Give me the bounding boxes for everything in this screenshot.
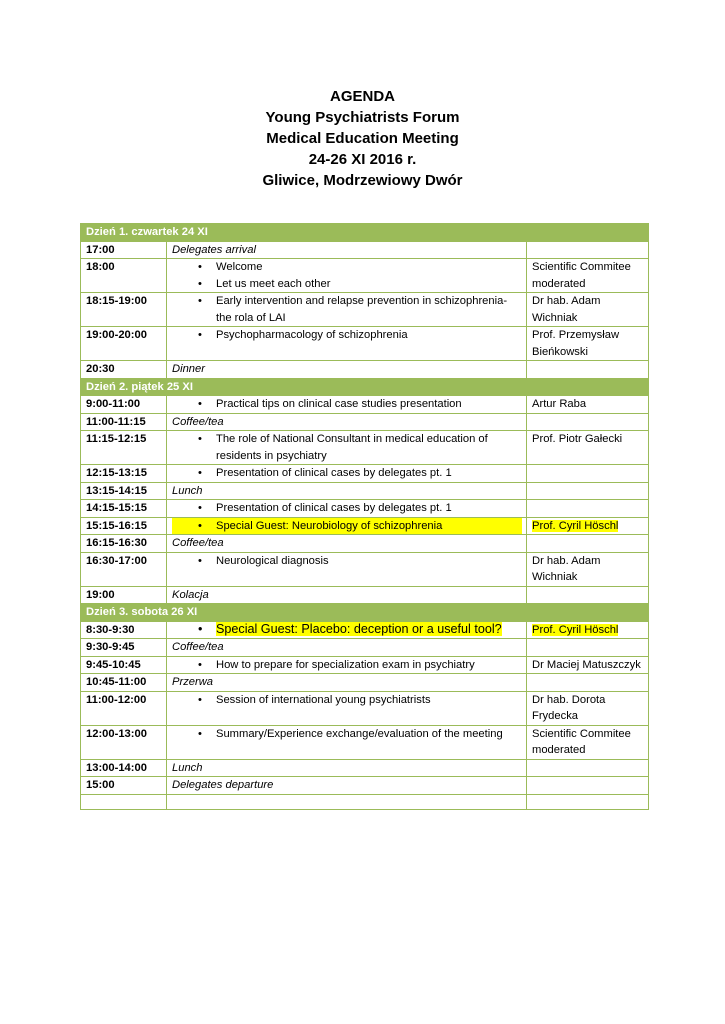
- speaker-cell: [527, 517, 649, 535]
- table-row: [81, 431, 649, 465]
- activity-cell: [167, 396, 527, 414]
- speaker-cell: [527, 413, 649, 431]
- speaker-cell: Dr hab. Adam Wichniak: [527, 552, 649, 586]
- speaker-cell: Artur Raba: [527, 396, 649, 414]
- activity-cell: [167, 327, 527, 361]
- table-row: [81, 517, 649, 535]
- list-item: • Early intervention and relapse prevention in schizophrenia-the rola of LAI: [172, 293, 522, 326]
- speaker-cell: Prof. Piotr Gałecki: [527, 431, 649, 465]
- day-title: Dzień 1. czwartek 24 XI: [81, 224, 649, 242]
- day-header: [81, 378, 649, 396]
- activity-cell: [167, 431, 527, 465]
- list-item: • Psychopharmacology of schizophrenia: [172, 327, 522, 344]
- activity-cell: [167, 500, 527, 518]
- table-row: [81, 413, 649, 431]
- day-header: [81, 224, 649, 242]
- list-item: • Let us meet each other: [172, 276, 522, 293]
- forum-name: Young Psychiatrists Forum: [265, 109, 460, 126]
- time-cell: 19:00: [81, 586, 167, 604]
- list-item: • The role of National Consultant in medical education of residents in psychiatry: [172, 431, 522, 464]
- time-cell: 15:00: [81, 777, 167, 795]
- table-row: [81, 725, 649, 759]
- table-row: [81, 327, 649, 361]
- speaker-cell: [527, 777, 649, 795]
- speaker-cell: [527, 482, 649, 500]
- time-cell: 16:15-16:30: [81, 535, 167, 553]
- time-cell: 9:45-10:45: [81, 656, 167, 674]
- list-item: • Summary/Experience exchange/evaluation of the meeting: [172, 726, 522, 743]
- activity-cell: [167, 259, 527, 293]
- empty-cell: [81, 794, 167, 809]
- speaker-cell: [527, 586, 649, 604]
- table-row: [81, 674, 649, 692]
- table-row: [81, 586, 649, 604]
- time-cell: 20:30: [81, 361, 167, 379]
- time-cell: 17:00: [81, 241, 167, 259]
- table-row: [81, 656, 649, 674]
- speaker-name: Prof. Cyril Höschl: [532, 519, 619, 532]
- table-row: [81, 259, 649, 293]
- speaker-cell: [527, 500, 649, 518]
- activity-cell: Coffee/tea: [167, 639, 527, 657]
- activity-cell: Coffee/tea: [167, 535, 527, 553]
- table-row: [81, 465, 649, 483]
- time-cell: 10:45-11:00: [81, 674, 167, 692]
- speaker-cell: Dr hab. Adam Wichniak: [527, 293, 649, 327]
- table-row: [81, 639, 649, 657]
- table-row: [81, 621, 649, 639]
- empty-cell: [167, 794, 527, 809]
- meeting-location: Gliwice, Modrzewiowy Dwór: [262, 172, 463, 189]
- speaker-cell: [527, 621, 649, 639]
- activity-cell: Kolacja: [167, 586, 527, 604]
- table-row: [81, 691, 649, 725]
- activity-cell: [167, 293, 527, 327]
- speaker-name: Prof. Cyril Höschl: [532, 623, 619, 636]
- agenda-table: [80, 223, 649, 810]
- speaker-cell: Dr Maciej Matuszczyk: [527, 656, 649, 674]
- special-guest-text: Special Guest: Placebo: deception or a useful tool?: [216, 621, 502, 636]
- day-title: Dzień 2. piątek 25 XI: [81, 378, 649, 396]
- day-header: [81, 604, 649, 622]
- list-item: • How to prepare for specialization exam in psychiatry: [172, 657, 522, 674]
- speaker-cell: Scientific Commitee moderated: [527, 725, 649, 759]
- table-row: [81, 777, 649, 795]
- speaker-cell: [527, 674, 649, 692]
- speaker-cell: [527, 639, 649, 657]
- speaker-cell: [527, 759, 649, 777]
- table-row: [81, 535, 649, 553]
- list-item: • Welcome: [172, 259, 522, 276]
- time-cell: 12:00-13:00: [81, 725, 167, 759]
- table-row: [81, 396, 649, 414]
- activity-cell: [167, 621, 527, 639]
- time-cell: 11:15-12:15: [81, 431, 167, 465]
- activity-cell: Coffee/tea: [167, 413, 527, 431]
- activity-cell: [167, 517, 527, 535]
- table-row: [81, 482, 649, 500]
- day-title: Dzień 3. sobota 26 XI: [81, 604, 649, 622]
- speaker-cell: Scientific Commitee moderated: [527, 259, 649, 293]
- activity-cell: Delegates departure: [167, 777, 527, 795]
- empty-cell: [527, 794, 649, 809]
- activity-cell: Delegates arrival: [167, 241, 527, 259]
- table-row: [81, 241, 649, 259]
- speaker-cell: [527, 465, 649, 483]
- list-item: • Presentation of clinical cases by delegates pt. 1: [172, 465, 522, 482]
- table-row: [81, 293, 649, 327]
- time-cell: 12:15-13:15: [81, 465, 167, 483]
- activity-cell: Dinner: [167, 361, 527, 379]
- time-cell: 8:30-9:30: [81, 621, 167, 639]
- activity-cell: [167, 552, 527, 586]
- time-cell: 13:00-14:00: [81, 759, 167, 777]
- speaker-cell: [527, 241, 649, 259]
- time-cell: 19:00-20:00: [81, 327, 167, 361]
- activity-cell: Przerwa: [167, 674, 527, 692]
- table-row: [81, 759, 649, 777]
- speaker-cell: [527, 361, 649, 379]
- agenda-title: AGENDA: [329, 88, 395, 105]
- speaker-cell: [527, 535, 649, 553]
- time-cell: 14:15-15:15: [81, 500, 167, 518]
- activity-cell: [167, 725, 527, 759]
- table-row: [81, 361, 649, 379]
- speaker-cell: Dr hab. Dorota Frydecka: [527, 691, 649, 725]
- table-row: [81, 500, 649, 518]
- empty-row: [81, 794, 649, 809]
- time-cell: 11:00-12:00: [81, 691, 167, 725]
- activity-cell: [167, 691, 527, 725]
- list-item: [172, 622, 522, 637]
- list-item: • Practical tips on clinical case studies presentation: [172, 396, 522, 413]
- meeting-name: Medical Education Meeting: [266, 130, 459, 147]
- activity-cell: Lunch: [167, 759, 527, 777]
- time-cell: 9:00-11:00: [81, 396, 167, 414]
- activity-cell: Lunch: [167, 482, 527, 500]
- table-row: [81, 552, 649, 586]
- time-cell: 9:30-9:45: [81, 639, 167, 657]
- activity-cell: [167, 656, 527, 674]
- time-cell: 16:30-17:00: [81, 552, 167, 586]
- time-cell: 15:15-16:15: [81, 517, 167, 535]
- meeting-dates: 24-26 XI 2016 r.: [308, 151, 417, 168]
- list-item: • Special Guest: Neurobiology of schizophrenia: [172, 518, 522, 535]
- list-item: • Session of international young psychiatrists: [172, 692, 522, 709]
- time-cell: 11:00-11:15: [81, 413, 167, 431]
- list-item: • Presentation of clinical cases by delegates pt. 1: [172, 500, 522, 517]
- time-cell: 18:00: [81, 259, 167, 293]
- speaker-cell: Prof. Przemysław Bieńkowski: [527, 327, 649, 361]
- list-item: • Neurological diagnosis: [172, 553, 522, 570]
- agenda-header: [0, 86, 725, 191]
- time-cell: 18:15-19:00: [81, 293, 167, 327]
- time-cell: 13:15-14:15: [81, 482, 167, 500]
- activity-cell: [167, 465, 527, 483]
